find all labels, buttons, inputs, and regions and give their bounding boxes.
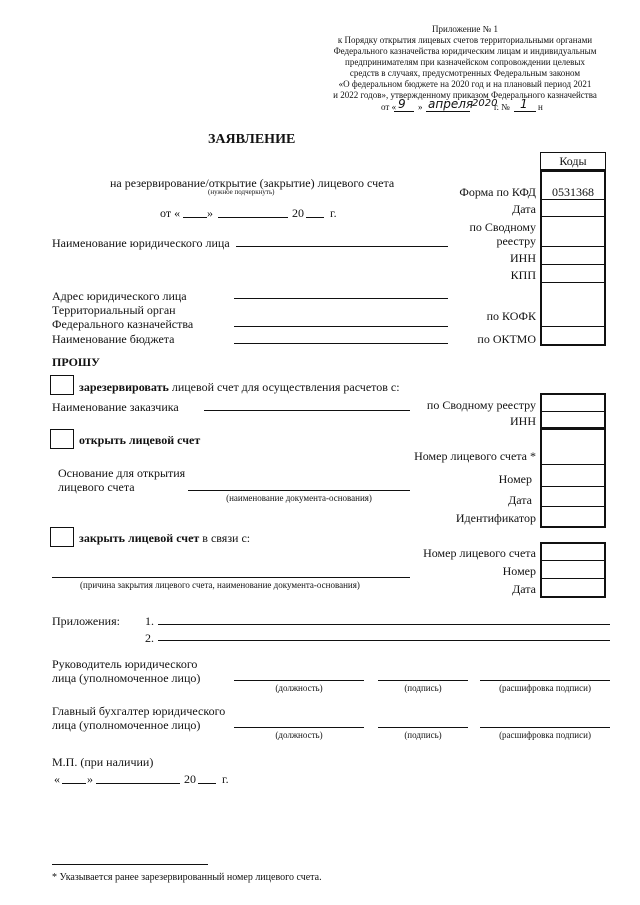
head-signer-label-2: лица (уполномоченное лицо) [52,671,201,685]
head-position-hint: (должность) [275,683,323,693]
open-checkbox[interactable] [50,429,74,449]
order-date-month: апреля [428,97,474,111]
header-line: Приложение № 1 [432,24,498,34]
order-date-year: 2020 [472,98,498,109]
oktmo-label: по ОКТМО [477,332,536,346]
date-g: г. [330,206,337,220]
stamp-label: М.П. (при наличии) [52,755,154,769]
close-bold: закрыть лицевой счет [79,531,200,545]
kofk-label: по КОФК [486,309,536,323]
budget-label: Наименование бюджета [52,332,175,346]
date-from-label: от « [160,206,181,220]
date-mid: » [207,206,213,220]
order-suffix: н [538,102,543,112]
head-signature-hint: (подпись) [404,683,442,693]
attachments-label: Приложения: [52,614,120,628]
head-signer-label-1: Руководитель юридического [52,657,198,671]
header-line: «О федеральном бюджете на 2020 год и на плановый период 2021 [338,79,592,89]
close-account-label: Номер лицевого счета [423,546,536,560]
codes-header: Коды [540,152,606,170]
order-date-prefix: от « [381,102,397,112]
reserve-bold: зарезервировать [79,380,169,394]
close-date-label: Дата [512,582,536,596]
header-line: к Порядку открытия лицевых счетов территориальными органами [337,35,593,45]
order-date-day: 9 [398,97,406,111]
reserve-line [79,380,400,394]
accountant-signer-label-1: Главный бухгалтер юридического [52,704,226,718]
kfd-value: 0531368 [552,185,594,199]
svodny-label-2: реестру [496,234,536,248]
order-date-mid: » [418,102,423,112]
date-year: 20 [292,206,304,220]
subtitle: на резервирование/открытие (закрытие) лицевого счета [110,176,395,190]
accountant-signature-hint: (подпись) [404,730,442,740]
open-basis-hint: (наименование документа-основания) [226,493,372,503]
customer-label: Наименование заказчика [52,400,179,414]
reserve-svodny-label: по Сводному реестру [426,398,536,412]
accountant-position-hint: (должность) [275,730,323,740]
bottom-date-year: 20 [184,772,196,786]
head-decoding-hint: (расшифровка подписи) [499,683,591,693]
bottom-date-mid: » [87,772,93,786]
accountant-signer-label-2: лица (уполномоченное лицо) [52,718,201,732]
subtitle-hint: (нужное подчеркнуть) [208,188,275,196]
order-number: 1 [520,97,528,111]
reserve-inn-label: ИНН [510,414,536,428]
footnote: * Указывается ранее зарезервированный номер лицевого счета. [52,872,322,883]
close-number-label: Номер [502,564,536,578]
territorial-label-1: Территориальный орган [52,303,176,317]
order-date-suffix: г. № [494,102,510,112]
svodny-label-1: по Сводному [469,220,536,234]
open-basis-label-2: лицевого счета [58,480,135,494]
kpp-label: КПП [510,268,536,282]
close-line [79,531,250,545]
bottom-date-g: г. [222,772,229,786]
header-line: Федерального казначейства юридическим лицам и индивидуальным [333,46,597,56]
close-checkbox[interactable] [50,527,74,547]
header-line: и 2022 годов», утвержденному приказом Федерального казначейства [333,90,597,100]
attachment-1-number: 1. [145,614,154,628]
inn-label: ИНН [510,251,536,265]
territorial-label-2: Федерального казначейства [52,317,194,331]
attachment-2-number: 2. [145,631,154,645]
open-identifier-label: Идентификатор [455,511,536,525]
org-name-label: Наименование юридического лица [52,236,230,250]
page-title: ЗАЯВЛЕНИЕ [208,132,296,147]
request-heading: ПРОШУ [52,355,100,369]
open-number-label: Номер [498,472,532,486]
open-date-label: Дата [508,493,532,507]
close-reason-hint: (причина закрытия лицевого счета, наименование документа-основания) [80,580,360,590]
org-address-label: Адрес юридического лица [52,289,187,303]
reserve-rest: лицевой счет для осуществления расчетов с: [168,380,400,394]
header-line: средств в случаях, предусмотренных Федеральным законом [349,68,581,78]
accountant-decoding-hint: (расшифровка подписи) [499,730,591,740]
reserve-checkbox[interactable] [50,375,74,395]
bottom-date-open: « [54,772,60,786]
header-line: предпринимателям при казначейском сопровождении целевых [345,57,585,67]
open-basis-label-1: Основание для открытия [58,466,186,480]
kfd-label: Форма по КФД [459,185,536,199]
close-rest: в связи с: [199,531,251,545]
open-label: открыть лицевой счет [79,433,201,447]
date-code-label: Дата [512,202,536,216]
open-account-label: Номер лицевого счета * [414,449,536,463]
